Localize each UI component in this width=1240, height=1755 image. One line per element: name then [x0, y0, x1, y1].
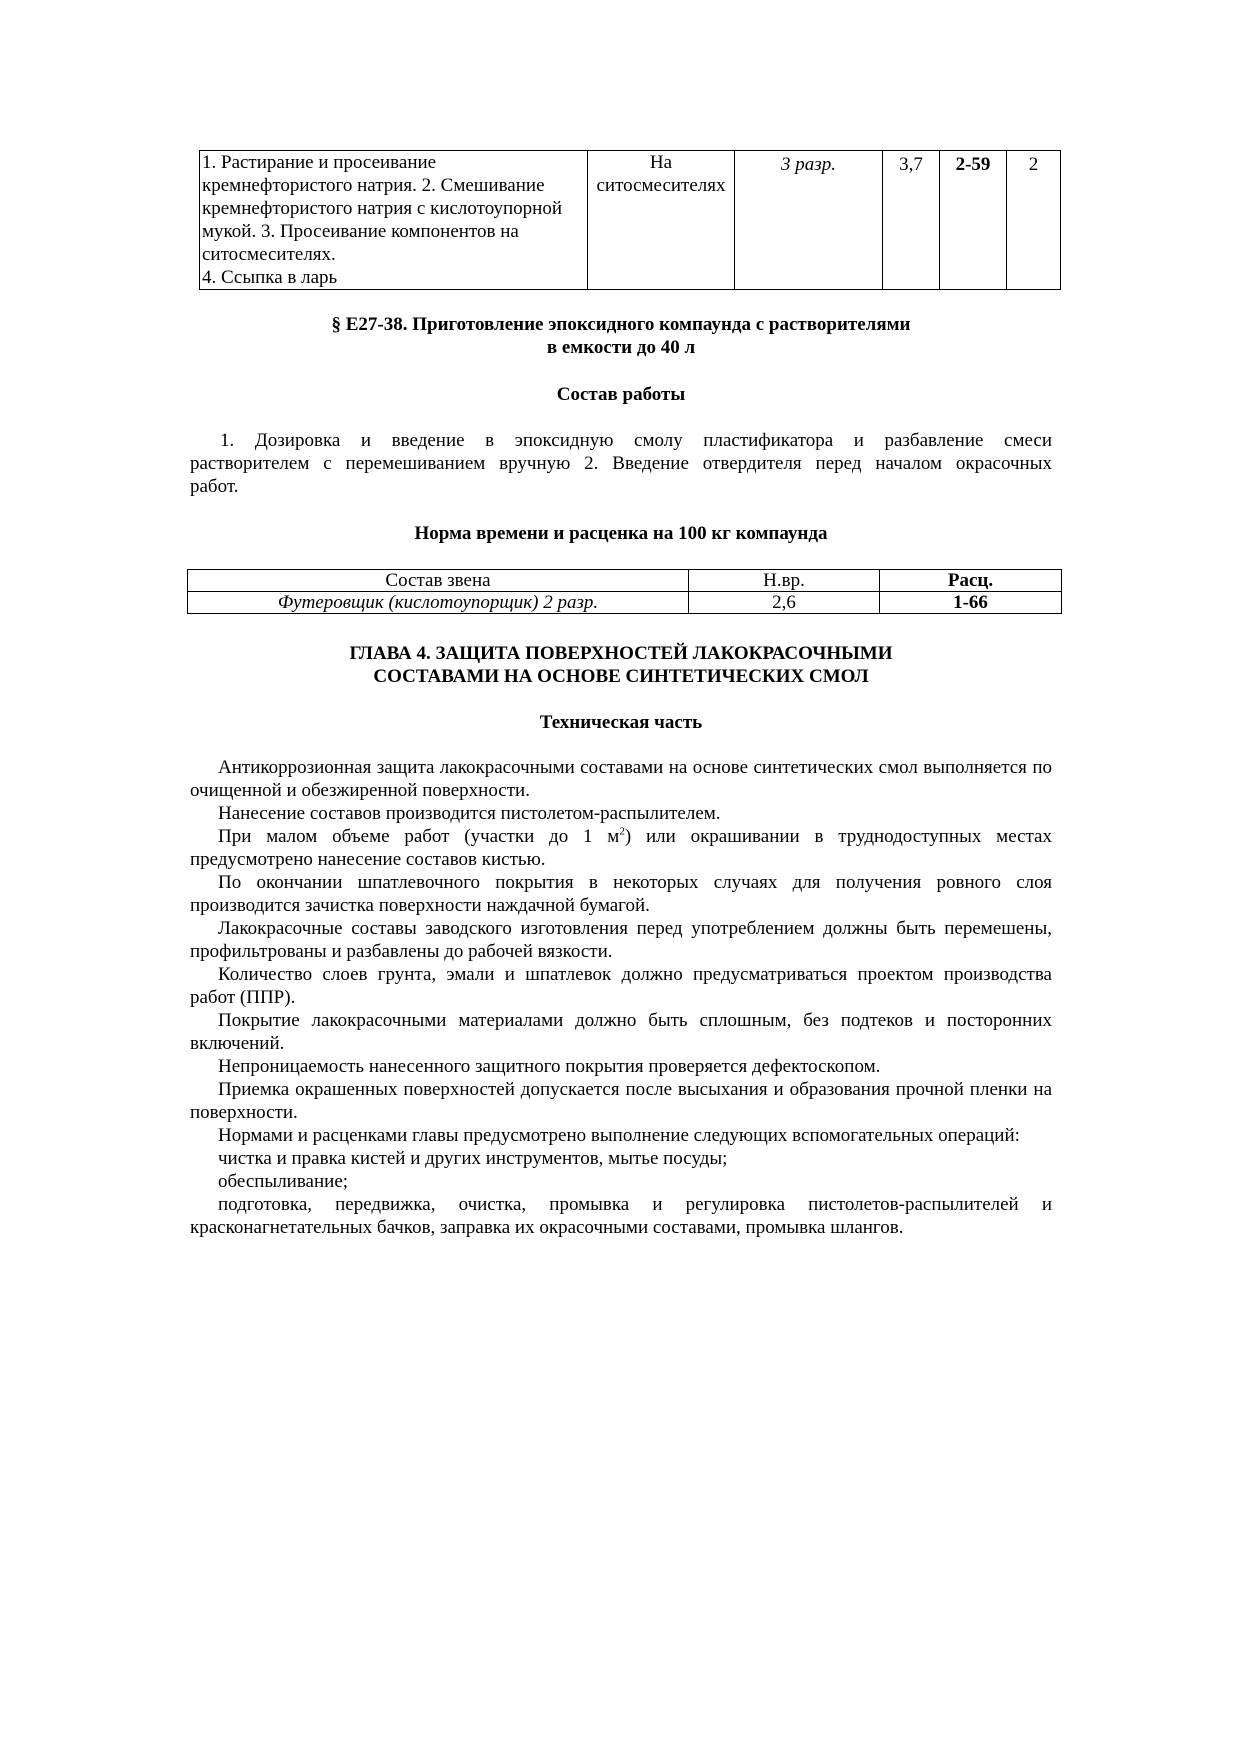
work-text-line: 1. Дозировка и введение в эпоксидную смолу пластификатора и разбавление смеси — [220, 430, 1052, 451]
norm-heading: Норма времени и расценка на 100 кг компаунда — [414, 523, 828, 544]
paragraph: Приемка окрашенных поверхностей допускается после высыхания и образования прочной пленки на поверхности. — [190, 1079, 1052, 1123]
operations-table — [199, 150, 1061, 290]
section-title-line2: в емкости до 40 л — [546, 337, 696, 358]
paragraph-part: При малом объеме работ (участки до 1 м — [218, 826, 620, 847]
work-line: мукой. 3. Просеивание компонентов на — [202, 221, 519, 242]
header-rate: Расц. — [880, 570, 1062, 592]
paragraph — [190, 825, 1052, 871]
grade-cell: 3 разр. — [735, 151, 883, 290]
equipment-line1: На — [649, 152, 673, 173]
work-line: кремнефтористого натрия с кислотоупорной — [202, 198, 562, 219]
paragraph-part: ) или окрашивании в труднодоступных местах предусмотрено нанесение составов кистью. — [190, 826, 1052, 870]
tech-heading: Техническая часть — [539, 712, 703, 733]
norm-table — [187, 569, 1062, 614]
paragraph: Нанесение составов производится пистолетом-распылителем. — [218, 803, 721, 824]
chapter-title — [190, 642, 1052, 688]
work-text-line: растворителем с перемешиванием вручную 2. Введение отвердителя перед началом окрасочных — [190, 453, 1052, 474]
table-row — [188, 592, 1062, 614]
paragraph: По окончании шпатлевочного покрытия в некоторых случаях для получения ровного слоя производится зачистка поверхности наждачной бумагой. — [190, 872, 1052, 916]
paragraph: Непроницаемость нанесенного защитного покрытия проверяется дефектоскопом. — [218, 1056, 881, 1077]
norm-value-cell: 2,6 — [689, 592, 880, 614]
chapter-title-line1: ГЛАВА 4. ЗАЩИТА ПОВЕРХНОСТЕЙ ЛАКОКРАСОЧНЫМИ — [349, 643, 893, 664]
technical-part-text — [190, 756, 1052, 1239]
paragraph: Количество слоев грунта, эмали и шпатлевок должно предусматриваться проектом производства работ (ППР). — [190, 964, 1052, 1008]
paragraph: подготовка, передвижка, очистка, промывка и регулировка пистолетов-распылителей и красконагнетательных бачков, заправка их окрасочными составами, промывка шлангов. — [190, 1194, 1052, 1238]
paragraph: Нормами и расценками главы предусмотрено выполнение следующих вспомогательных операций: — [218, 1125, 1020, 1146]
paragraph: Лакокрасочные составы заводского изготовления перед употреблением должны быть перемешены, профильтрованы и разбавлены до рабочей вязкости. — [190, 918, 1052, 962]
crew-cell: Футеровщик (кислотоупорщик) 2 разр. — [188, 592, 689, 614]
work-line: кремнефтористого натрия. 2. Смешивание — [202, 175, 545, 196]
work-text-line: работ. — [190, 476, 239, 497]
table-row — [200, 151, 1061, 290]
work-line: ситосмесителях. — [202, 244, 336, 265]
section-title — [190, 313, 1052, 359]
paragraph: обеспыливание; — [218, 1171, 349, 1192]
section-title-line1: § Е27-38. Приготовление эпоксидного компаунда с растворителями — [331, 314, 911, 335]
paragraph: Антикоррозионная защита лакокрасочными составами на основе синтетических смол выполняется по очищенной и обезжиренной поверхности. — [190, 757, 1052, 801]
rate-cell: 2-59 — [940, 151, 1007, 290]
rate-value-cell: 1-66 — [880, 592, 1062, 614]
work-text — [190, 429, 1052, 498]
equipment-line2: ситосмесителях — [596, 175, 726, 196]
header-norm: Н.вр. — [689, 570, 880, 592]
work-line: 4. Ссыпка в ларь — [202, 267, 338, 288]
paragraph: чистка и правка кистей и других инструментов, мытье посуды; — [218, 1148, 728, 1169]
superscript: 2 — [619, 825, 625, 838]
norm-cell: 3,7 — [883, 151, 940, 290]
work-composition-cell — [200, 151, 588, 290]
table-header-row — [188, 570, 1062, 592]
work-line: 1. Растирание и просеивание — [202, 152, 437, 173]
number-cell: 2 — [1007, 151, 1061, 290]
equipment-cell — [588, 151, 735, 290]
paragraph: Покрытие лакокрасочными материалами должно быть сплошным, без подтеков и посторонних включений. — [190, 1010, 1052, 1054]
chapter-title-line2: СОСТАВАМИ НА ОСНОВЕ СИНТЕТИЧЕСКИХ СМОЛ — [373, 666, 869, 687]
header-crew: Состав звена — [188, 570, 689, 592]
work-heading: Состав работы — [556, 384, 686, 405]
